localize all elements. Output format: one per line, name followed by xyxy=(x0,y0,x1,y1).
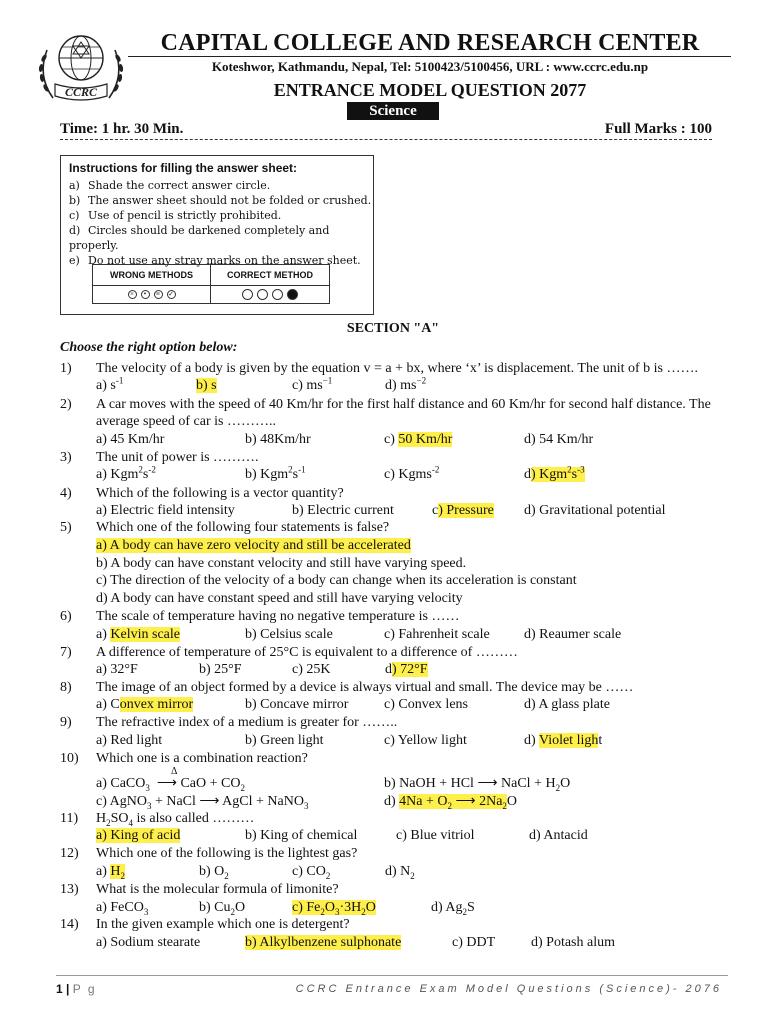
option-a: a) Electric field intensity xyxy=(96,503,235,518)
option-d-correct: d) $Kgm^2s^{-3}$ xyxy=(524,464,585,482)
question-number: 9) xyxy=(60,715,72,730)
correct-method-column xyxy=(211,265,329,303)
option-b-correct: b) s xyxy=(196,378,217,393)
option-d-correct: d) $4Na + O_2$ ⟶ $2Na_2O$ xyxy=(384,794,518,811)
instruction-item: b) The answer sheet should not be folded or crushed. xyxy=(69,194,372,207)
option-d: d) Gravitational potential xyxy=(524,503,666,518)
question-number: 5) xyxy=(60,520,72,535)
question-number: 6) xyxy=(60,609,72,624)
crossed-circle-icon: × xyxy=(128,290,137,299)
option-c: c) $ms^{-1}$ xyxy=(292,375,333,393)
question-number: 12) xyxy=(60,846,79,861)
option-d: d) $N_2$ xyxy=(385,864,415,881)
question-number: 7) xyxy=(60,645,72,660)
option-d: d) Potash alum xyxy=(531,935,615,950)
question-text: A car moves with the speed of 40 Km/hr for the first half distance and 60 Km/hr for second half distance. The xyxy=(96,397,711,412)
choose-instruction: Choose the right option below: xyxy=(60,340,238,355)
dashed-divider xyxy=(60,139,712,140)
question-text: A difference of temperature of 25°C is equivalent to a difference of ……… xyxy=(96,645,518,660)
option-d: d) 54 Km/hr xyxy=(524,432,594,447)
footer-divider xyxy=(56,975,728,976)
instruction-item: c) Use of pencil is strictly prohibited. xyxy=(69,209,282,222)
question-text: The refractive index of a medium is greater for …….. xyxy=(96,715,398,730)
correct-method-example xyxy=(211,285,329,304)
empty-circle-icon xyxy=(272,289,283,300)
empty-circle-icon xyxy=(257,289,268,300)
wrong-methods-column xyxy=(93,265,211,303)
title-underline xyxy=(128,56,731,57)
instructions-list xyxy=(69,178,373,268)
question-text: The image of an object formed by a device is always virtual and small. The device may be …… xyxy=(96,680,634,695)
option-d: d) Reaumer scale xyxy=(524,627,622,642)
option-d: d) $ms^{-2}$ xyxy=(385,375,427,393)
option-a-correct: a) Kelvin scale xyxy=(96,627,180,642)
option-b-correct: b) Alkylbenzene sulphonate xyxy=(245,935,402,950)
option-b: b) NaOH + HCl ⟶ NaCl + $H_2O$ xyxy=(384,776,571,793)
option-a: a) Red light xyxy=(96,733,163,748)
question-text: What is the molecular formula of limonite? xyxy=(96,882,339,897)
question-number: 4) xyxy=(60,486,72,501)
option-b: b) $O_2$ xyxy=(199,864,229,881)
option-a: a) 32°F xyxy=(96,662,138,677)
option-a: a) 45 Km/hr xyxy=(96,432,165,447)
delta-symbol: Δ xyxy=(171,766,178,777)
question-text: The velocity of a body is given by the equation v = a + bx, where ‘x’ is displacement. The unit of b is ……. xyxy=(96,361,698,376)
question-text: Which of the following is a vector quantity? xyxy=(96,486,344,501)
question-number: 14) xyxy=(60,917,79,932)
option-c: c) The direction of the velocity of a body can change when its acceleration is constant xyxy=(96,573,577,588)
question-number: 13) xyxy=(60,882,79,897)
question-text-cont: average speed of car is ……….. xyxy=(96,414,276,429)
option-c: c) Convex lens xyxy=(384,697,468,712)
question-number: 3) xyxy=(60,450,72,465)
correct-method-header: CORRECT METHOD xyxy=(211,265,329,286)
option-c-correct: c) $Fe_2O_3\cdot 3H_2O$ xyxy=(292,900,376,917)
ccrc-logo xyxy=(33,28,129,110)
option-a: a) $s^{-1}$ xyxy=(96,375,124,393)
subject-badge: Science xyxy=(347,102,439,120)
question-number: 8) xyxy=(60,680,72,695)
option-d: d) $Ag_2S$ xyxy=(431,900,475,917)
option-a-correct: a) A body can have zero velocity and still be accelerated xyxy=(96,538,411,553)
option-b: b) $Kgm^2s^{-1}$ xyxy=(245,464,306,482)
question-text: Which one of the following four statements is false? xyxy=(96,520,390,535)
dotted-circle-icon: • xyxy=(141,290,150,299)
option-c: c) Fahrenheit scale xyxy=(384,627,490,642)
page-number: 1 | P g xyxy=(56,982,97,996)
option-a: a) FeCO$_3$ xyxy=(96,900,149,917)
option-a-correct: a) $H_2$ xyxy=(96,864,126,881)
question-text: The unit of power is ………. xyxy=(96,450,259,465)
option-c: c) Blue vitriol xyxy=(396,828,475,843)
option-b: b) Celsius scale xyxy=(245,627,333,642)
option-b: b) A body can have constant velocity and still have varying speed. xyxy=(96,556,467,571)
option-c: c) 25K xyxy=(292,662,331,677)
question-number: 11) xyxy=(60,811,79,826)
time-allowed: Time: 1 hr. 30 Min. xyxy=(60,121,184,137)
option-d: d) Antacid xyxy=(529,828,588,843)
method-table xyxy=(92,264,330,304)
ticked-circle-icon: ✓ xyxy=(168,290,174,298)
instruction-item: e) Do not use any stray marks on the answer sheet. xyxy=(69,254,361,267)
instructions-box xyxy=(60,155,374,315)
question-text: In the given example which one is detergent? xyxy=(96,917,350,932)
option-b: b) Green light xyxy=(245,733,324,748)
option-b: b) $Cu_2O$ xyxy=(199,900,246,917)
option-a-correct: a) Convex mirror xyxy=(96,697,194,712)
exam-title: ENTRANCE MODEL QUESTION 2077 xyxy=(273,80,587,100)
option-d: d) A glass plate xyxy=(524,697,610,712)
question-number: 10) xyxy=(60,751,79,766)
logo-text: CCRC xyxy=(64,85,98,99)
option-b: b) 48Km/hr xyxy=(245,432,311,447)
option-b: b) Electric current xyxy=(292,503,394,518)
section-heading: SECTION "A" xyxy=(346,321,440,336)
option-b: b) 25°F xyxy=(199,662,242,677)
option-c: c) Yellow light xyxy=(384,733,467,748)
full-marks: Full Marks : 100 xyxy=(604,121,712,137)
option-a: a) Sodium stearate xyxy=(96,935,201,950)
empty-circle-icon xyxy=(242,289,253,300)
college-title: CAPITAL COLLEGE AND RESEARCH CENTER xyxy=(160,30,700,56)
question-number: 2) xyxy=(60,397,72,412)
option-c: c) DDT xyxy=(452,935,496,950)
wrong-methods-examples xyxy=(93,285,210,304)
option-b: b) King of chemical xyxy=(245,828,358,843)
option-d: d) A body can have constant speed and still have varying velocity xyxy=(96,591,463,606)
question-text: Which one is a combination reaction? xyxy=(96,751,308,766)
question-text: Which one of the following is the lightest gas? xyxy=(96,846,358,861)
option-a: a) $Kgm^2s^{-2}$ xyxy=(96,464,156,482)
option-c: c) Kgms$^{-2}$ xyxy=(384,464,440,482)
option-c: c) $CO_2$ xyxy=(292,864,331,881)
question-text: $H_2SO_4$ is also called ……… xyxy=(96,811,255,828)
footer-caption: CCRC Entrance Exam Model Questions (Science)- 2076 xyxy=(295,983,722,995)
option-a-correct: a) King of acid xyxy=(96,828,181,843)
instruction-item: a) Shade the correct answer circle. xyxy=(69,179,271,192)
question-number: 1) xyxy=(60,361,72,376)
option-c-correct: c) Pressure xyxy=(432,503,494,518)
college-address: Koteshwor, Kathmandu, Nepal, Tel: 5100423/5100456, URL : www.ccrc.edu.np xyxy=(211,59,649,74)
wrong-methods-header: WRONG METHODS xyxy=(93,265,210,286)
option-b: b) Concave mirror xyxy=(245,697,349,712)
option-c-correct: c) 50 Km/hr xyxy=(384,432,453,447)
option-d-correct: d) 72°F xyxy=(385,662,428,677)
question-text: The scale of temperature having no negative temperature is …… xyxy=(96,609,460,624)
hatched-circle-icon: ≡ xyxy=(154,290,163,299)
option-c: c) AgNO$_3$ + NaCl ⟶ AgCl + NaNO$_3$ xyxy=(96,794,309,811)
instruction-item: d) Circles should be darkened completely and properly. xyxy=(69,224,330,252)
option-d-correct: d) Violet light xyxy=(524,733,603,748)
option-a: a) CaCO$_3$ ⟶ CaO + $CO_2$ xyxy=(96,776,245,793)
instructions-heading: Instructions for filling the answer sheet: xyxy=(69,161,298,175)
filled-circle-icon xyxy=(287,289,298,300)
